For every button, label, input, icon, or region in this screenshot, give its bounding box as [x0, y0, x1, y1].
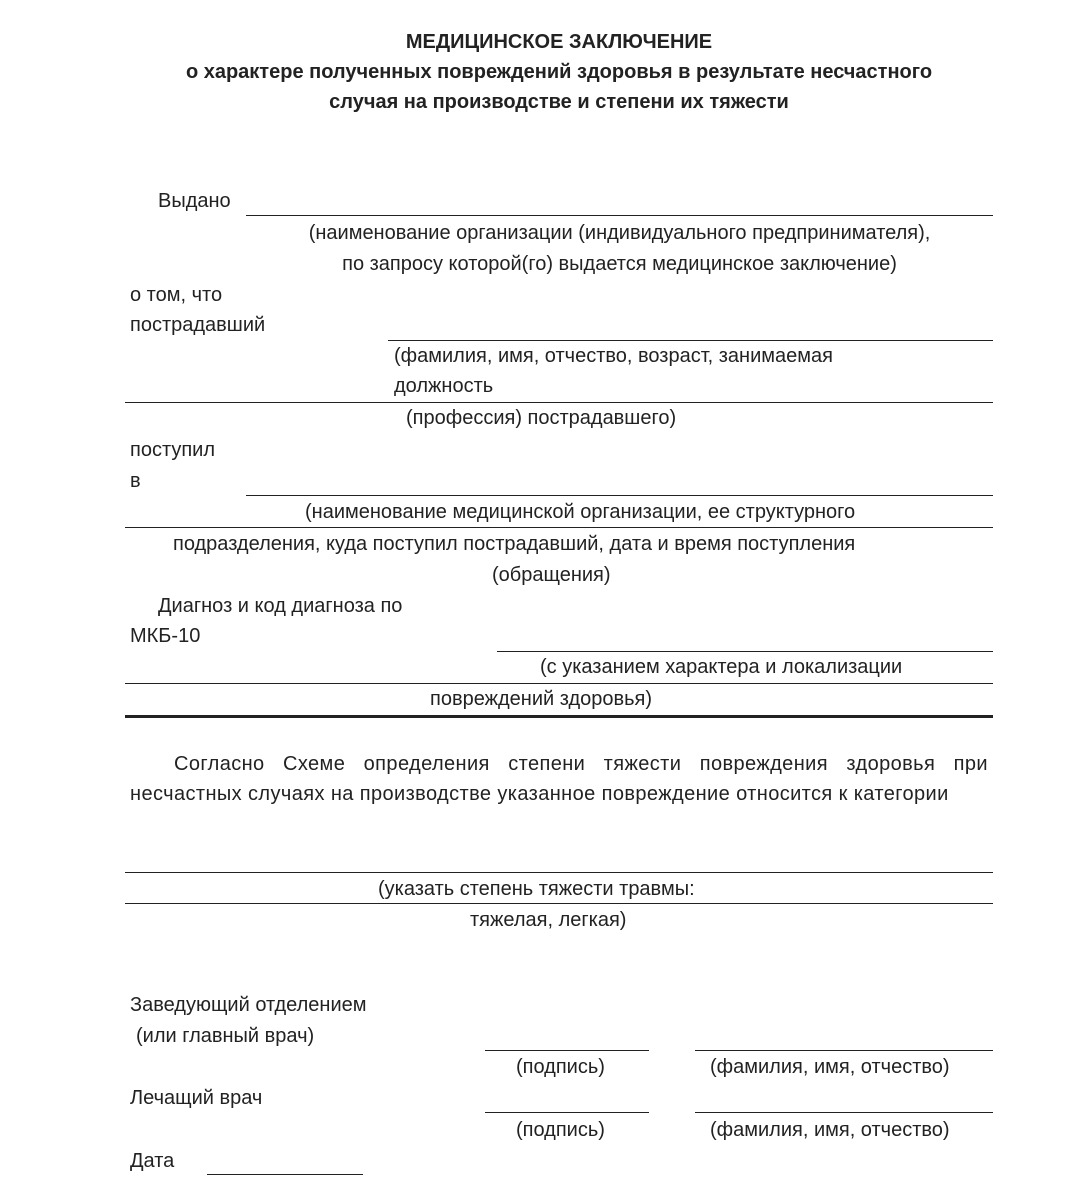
document-subtitle-line1: о характере полученных повреждений здоровья в результате несчастного — [185, 61, 933, 83]
victim-hint-line2: должность — [394, 375, 494, 397]
diagnosis-field-line[interactable] — [497, 651, 993, 652]
diagnosis-hint-line1: (с указанием характера и локализации — [540, 656, 903, 678]
victim-label-line2: пострадавший — [130, 314, 266, 336]
head-label-line2: (или главный врач) — [136, 1025, 315, 1047]
admitted-hint-line1: (наименование медицинской организации, ее структурного — [305, 501, 856, 523]
doctor-name-line[interactable] — [695, 1112, 993, 1113]
diagnosis-hint-line2: повреждений здоровья) — [430, 688, 653, 710]
issued-label: Выдано — [158, 190, 231, 212]
head-name-hint: (фамилия, имя, отчество) — [710, 1056, 950, 1078]
head-label-line1: Заведующий отделением — [130, 994, 367, 1016]
category-paragraph: Согласно Схеме определения степени тяжести повреждения здоровья при несчастных случаях на производстве указанное повреждение относится к категории — [130, 753, 988, 805]
section-divider — [125, 715, 993, 718]
doctor-name-hint: (фамилия, имя, отчество) — [710, 1119, 950, 1141]
admitted-hint-line2: подразделения, куда поступил пострадавший, дата и время поступления — [173, 533, 856, 555]
head-name-line[interactable] — [695, 1050, 993, 1051]
doctor-signature-hint: (подпись) — [516, 1119, 605, 1141]
category-hint-line1: (указать степень тяжести травмы: — [378, 878, 695, 900]
head-signature-hint: (подпись) — [516, 1056, 605, 1078]
head-signature-line[interactable] — [485, 1050, 649, 1051]
category-hint-line2: тяжелая, легкая) — [470, 909, 627, 931]
diagnosis-field-line2[interactable] — [125, 683, 993, 684]
victim-hint-line1: (фамилия, имя, отчество, возраст, занимаемая — [394, 345, 833, 367]
category-field-line[interactable] — [125, 872, 993, 873]
victim-label-line1: о том, что — [130, 284, 223, 306]
date-label: Дата — [130, 1150, 175, 1172]
date-field-line[interactable] — [207, 1174, 363, 1175]
victim-field-line[interactable] — [388, 340, 993, 341]
issued-hint-line2: по запросу которой(го) выдается медицинское заключение) — [342, 253, 897, 275]
admitted-label-line1: поступил — [130, 439, 216, 461]
admitted-field-line[interactable] — [246, 495, 993, 496]
category-field-line2[interactable] — [125, 903, 993, 904]
diagnosis-label-line2: МКБ-10 — [130, 625, 201, 647]
issued-hint-line1: (наименование организации (индивидуального предпринимателя), — [308, 222, 931, 244]
doctor-label: Лечащий врач — [130, 1087, 263, 1109]
admitted-label-line2: в — [130, 470, 141, 492]
diagnosis-label-line1: Диагноз и код диагноза по — [158, 595, 403, 617]
document-title: МЕДИЦИНСКОЕ ЗАКЛЮЧЕНИЕ — [405, 31, 713, 53]
issued-field-line[interactable] — [246, 215, 993, 216]
victim-position-line[interactable] — [125, 402, 993, 403]
victim-hint-line3: (профессия) пострадавшего) — [406, 407, 677, 429]
document-subtitle-line2: случая на производстве и степени их тяжести — [329, 91, 789, 113]
doctor-signature-line[interactable] — [485, 1112, 649, 1113]
admitted-field-line2[interactable] — [125, 527, 993, 528]
admitted-hint-line3: (обращения) — [492, 564, 611, 586]
